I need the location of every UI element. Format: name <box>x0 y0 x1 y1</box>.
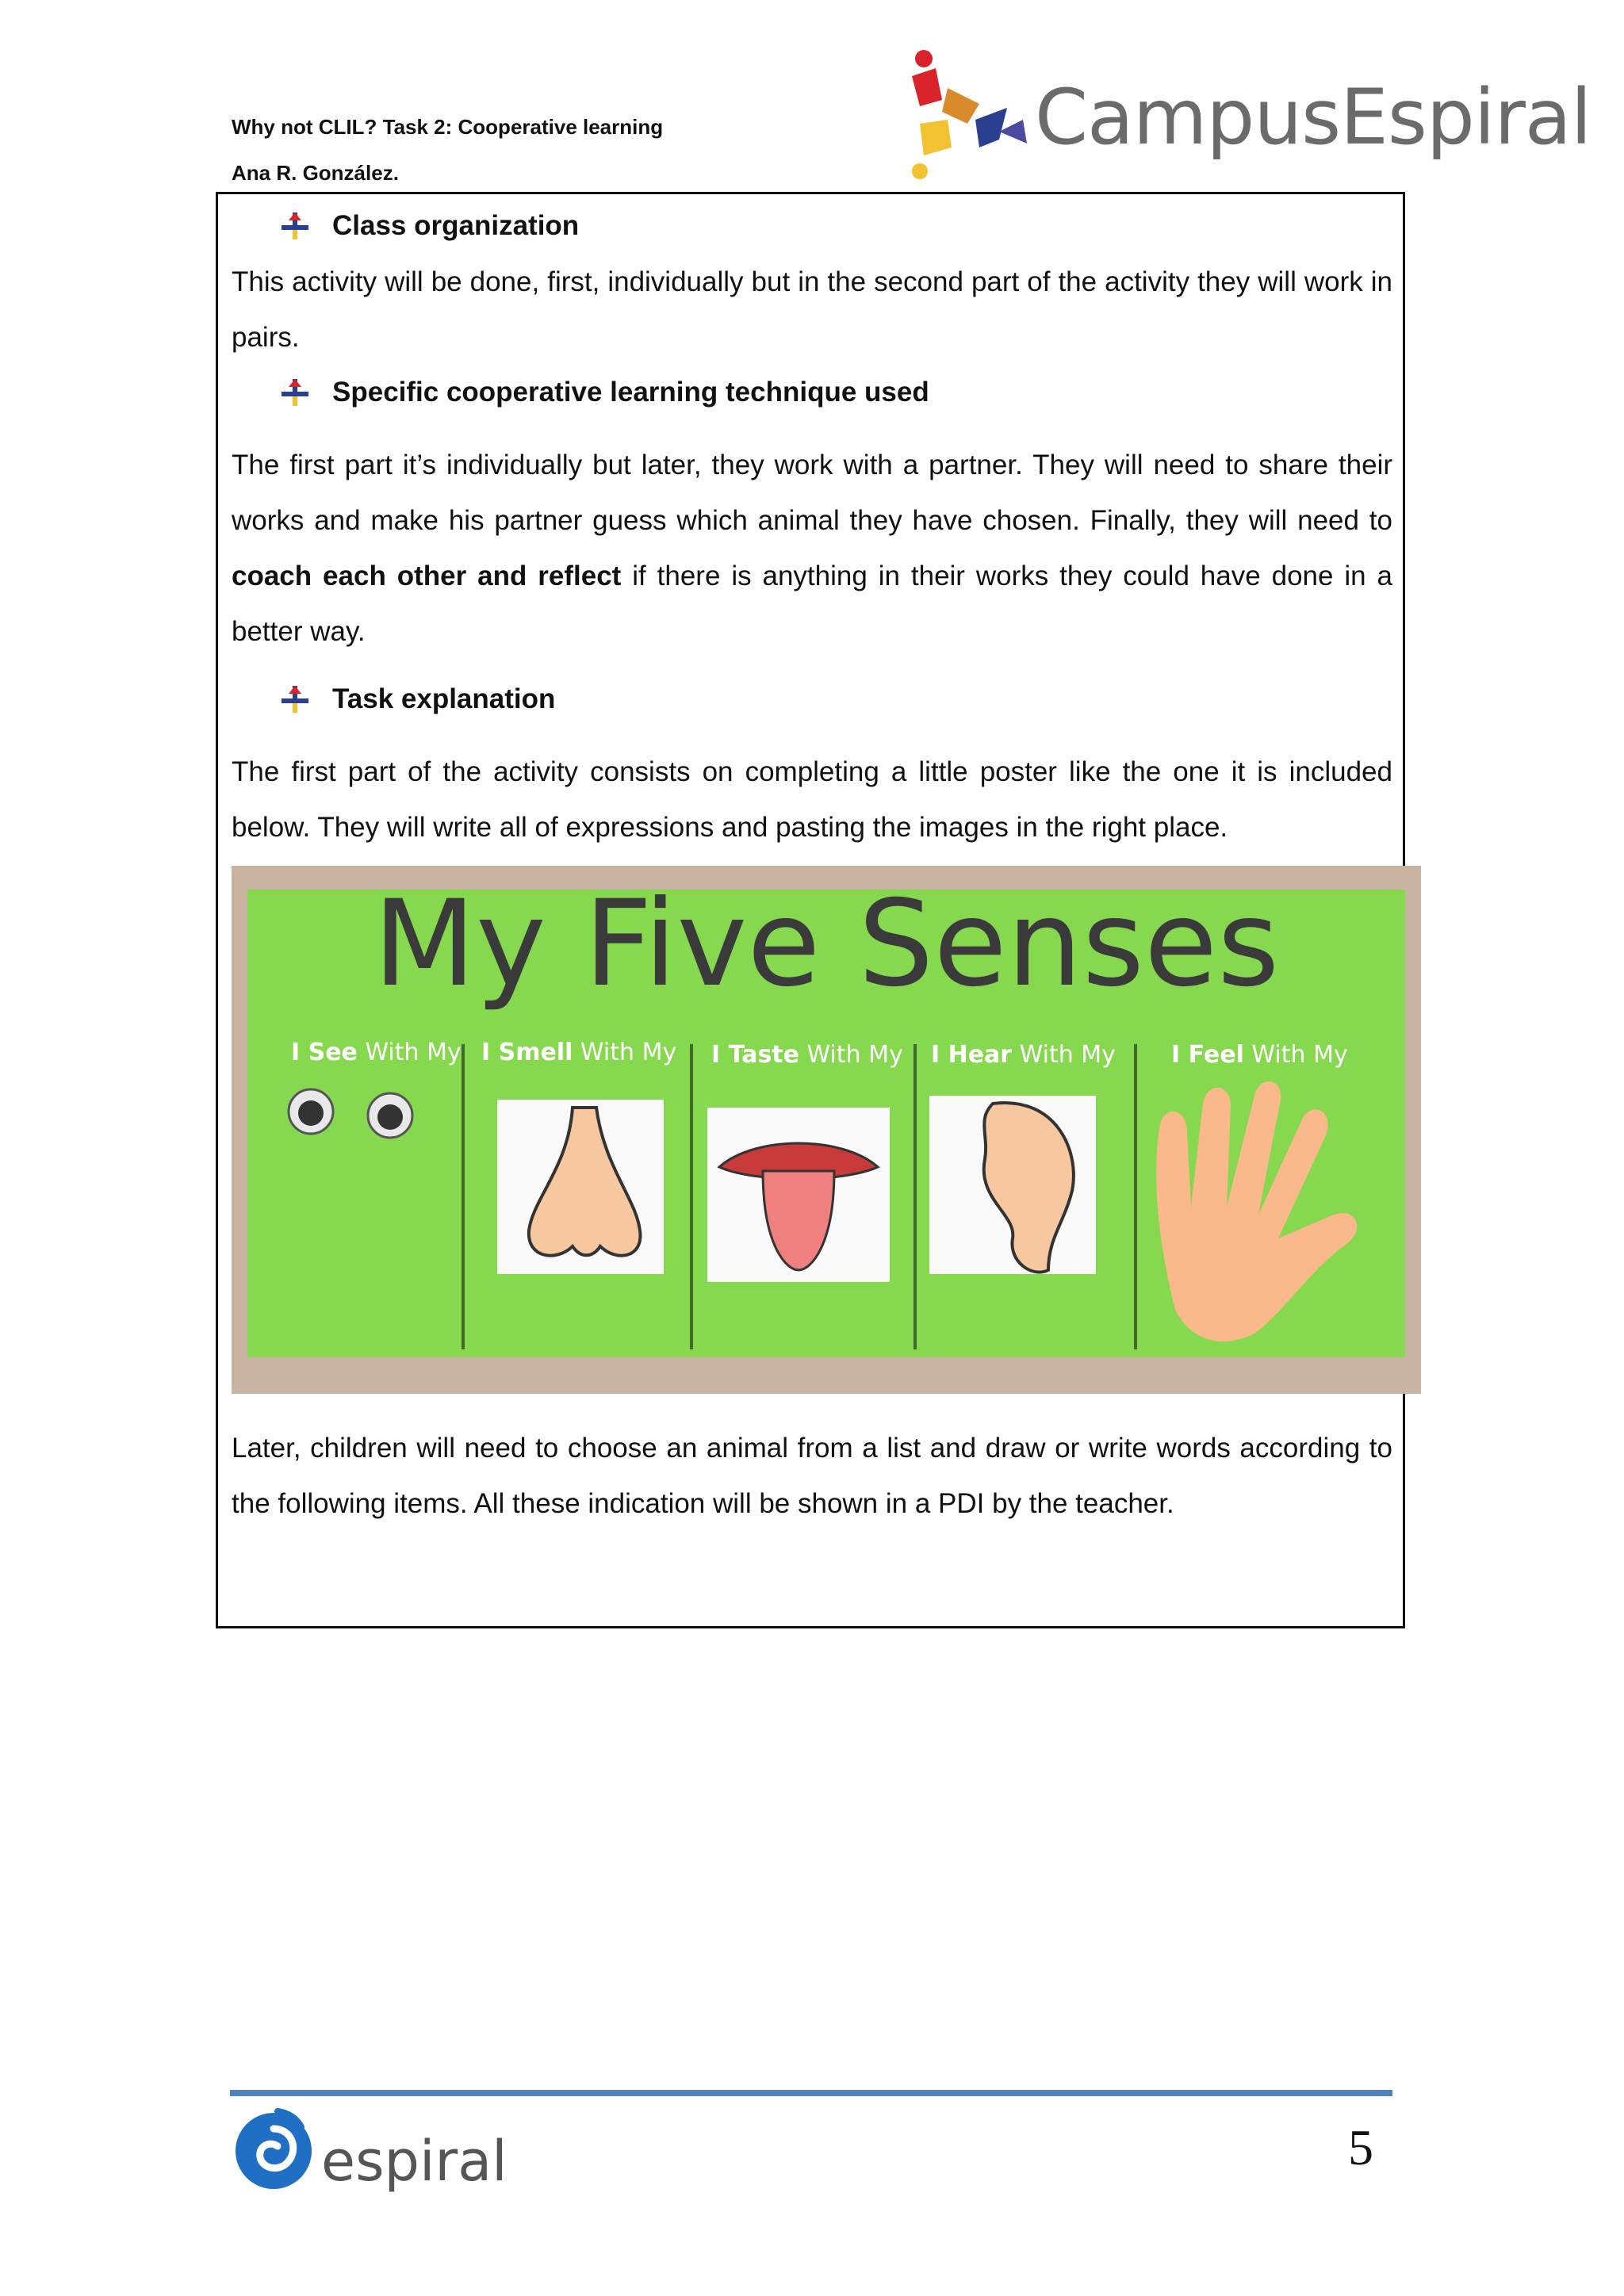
bullet-task-explanation <box>282 683 555 715</box>
mouth-icon <box>707 1108 890 1282</box>
panel-label-feel: I Feel With My <box>1171 1041 1348 1069</box>
campus-espiral-logo-text: CampusEspiral <box>1035 73 1591 162</box>
arrow-bullet-icon <box>282 212 308 239</box>
paragraph-task-explanation: The first part of the activity consists on completing a little poster like the one it is included below. They will write all of expressions and pasting the images in the right place. <box>232 756 1392 843</box>
poster-title: My Five Senses <box>373 875 1280 1013</box>
doc-header-author: Ana R. González. <box>232 161 399 185</box>
arrow-bullet-icon <box>282 379 308 406</box>
bold-phrase: coach each other and reflect <box>232 561 622 591</box>
bullet-class-organization <box>282 210 579 242</box>
panel-label-see: I See With My <box>291 1039 462 1066</box>
panel-label-taste: I Taste With My <box>711 1041 903 1069</box>
text-span: The first part it’s individually but later, they work with a partner. They will need to share their works and make his partner guess which animal they have chosen. Finally, they will need to <box>232 450 1392 536</box>
paragraph-later: Later, children will need to choose an animal from a list and draw or write words according to the following items. All these indication will be shown in a PDI by the teacher. <box>232 1433 1392 1519</box>
doc-header-title: Why not CLIL? Task 2: Cooperative learning <box>232 115 664 139</box>
bullet-technique <box>282 377 929 408</box>
ear-icon <box>929 1096 1096 1274</box>
arrow-bullet-icon <box>282 686 308 713</box>
panel-label-hear: I Hear With My <box>931 1041 1116 1069</box>
panel-label-smell: I Smell With My <box>481 1039 677 1066</box>
five-senses-poster-image <box>232 866 1421 1394</box>
paragraph-technique <box>232 438 1392 660</box>
footer-brand: espiral <box>321 2129 508 2194</box>
section-title: Class organization <box>332 210 580 241</box>
section-title: Specific cooperative learning technique used <box>332 377 929 408</box>
footer-rule <box>230 2090 1392 2096</box>
espiral-logo-icon <box>230 2105 317 2192</box>
paragraph-class-organization: This activity will be done, first, individually but in the second part of the activity they will work in pairs. <box>232 266 1392 353</box>
page-number: 5 <box>1348 2119 1373 2175</box>
nose-icon <box>497 1100 664 1274</box>
section-title: Task explanation <box>332 683 556 714</box>
text-span: if there is anything in their works they could have done in a better way. <box>232 561 1392 647</box>
